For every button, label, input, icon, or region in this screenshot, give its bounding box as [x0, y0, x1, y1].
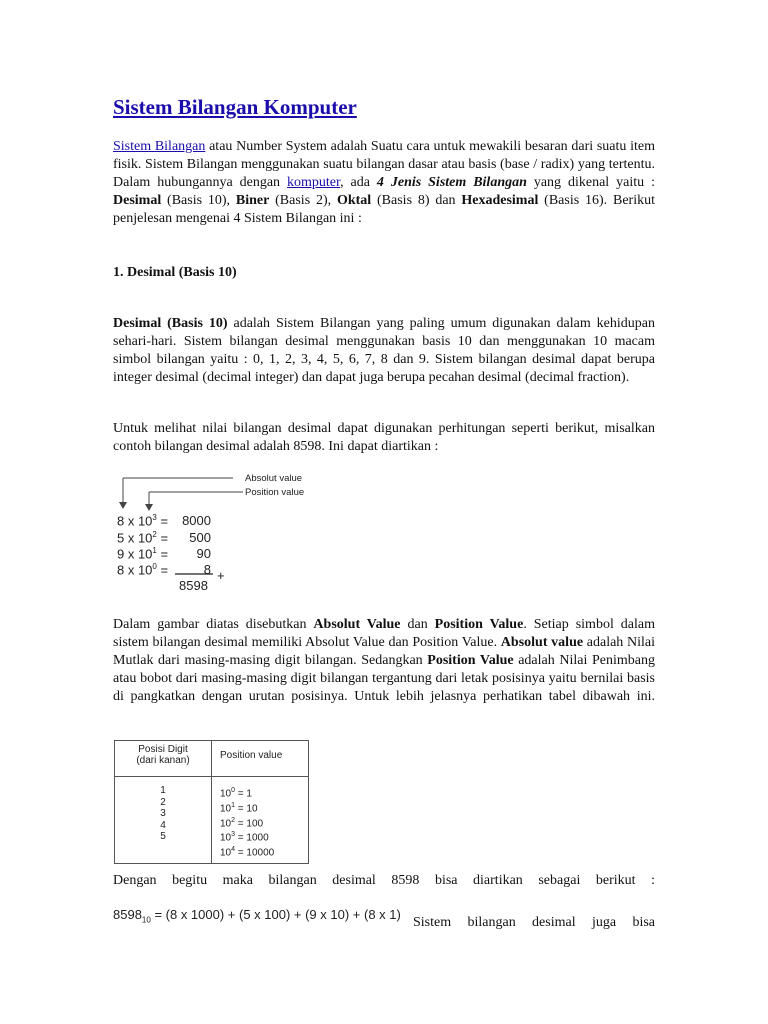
table-row: $10^2 = 100$ — [220, 816, 264, 829]
table-row: 4 — [160, 819, 166, 831]
absolut-position-paragraph: Dalam gambar diatas disebutkan Absolut Value dan Position Value. Setiap simbol dalam sistem bilangan desimal memiliki Absolut Value dan Position Value. Absolut value adalah Nilai Mutlak dari masing-masing digit bilangan. Sedangkan Position Value adalah Nilai Penimbang atau bobot dari masing-masing digit bilangan tergantung dari letak posisinya yaitu bernilai basis di pangkatkan dengan urutan posisinya. Untuk lebih jelasnya perhatikan tabel dibawah ini. — [113, 617, 655, 704]
title-link[interactable]: Sistem Bilangan Komputer — [113, 95, 357, 119]
figure-row: 5 x $10^2$ = — [117, 530, 169, 546]
figure-row: 8 x $10^3$ = — [117, 513, 169, 529]
figure-row-value: 8 — [203, 562, 211, 577]
table-row: $10^3 = 1000$ — [220, 831, 269, 844]
table-positions — [115, 777, 212, 864]
figure-row-value: 8000 — [182, 513, 211, 528]
position-value-table — [114, 740, 309, 864]
table-row: $10^4 = 10000$ — [220, 846, 275, 859]
figure-row: 9 x $10^1$ = — [117, 546, 169, 562]
intro-paragraph: Sistem Bilangan atau Number System adalah Suatu cara untuk mewakili besaran dari suatu item fisik. Sistem Bilangan menggunakan suatu bilangan dasar atau basis (base / radix) yang tertentu. Dalam hubungannya dengan komputer, ada 4 Jenis Sistem Bilangan yang dikenal yaitu : Desimal (Basis 10), Biner (Basis 2), Oktal (Basis 8) dan Hexadesimal (Basis 16). Berikut penjelesan mengenai 4 Sistem Bilangan ini : — [113, 139, 655, 226]
equation-line — [113, 906, 655, 930]
section-heading-desimal: 1. Desimal (Basis 10) — [113, 265, 237, 280]
desimal-paragraph: Desimal (Basis 10) adalah Sistem Bilangan yang paling umum digunakan dalam kehidupan sehari-hari. Sistem bilangan desimal menggunakan basis 10 dan menggunakan 10 macam simbol bilangan yaitu : 0, 1, 2, 3, 4, 5, 6, 7, 8 dan 9. Sistem bilangan desimal dapat berupa integer desimal (decimal integer) dan dapat juga berupa pecahan desimal (decimal fraction). — [113, 316, 655, 385]
continuation-text: Sistem bilangan desimal juga bisa — [413, 915, 655, 930]
figure-plus: + — [217, 568, 225, 583]
table-values — [212, 777, 309, 864]
sistem-bilangan-link[interactable]: Sistem Bilangan — [113, 139, 206, 154]
figure-absolute-position-value — [113, 468, 313, 598]
figure-row-value: 90 — [196, 546, 211, 561]
conclusion-paragraph: Dengan begitu maka bilangan desimal 8598 bisa diartikan sebagai berikut : — [113, 873, 655, 888]
table-row: 5 — [160, 831, 166, 842]
table-row: 3 — [160, 808, 166, 819]
figure-total: 8598 — [179, 578, 208, 593]
table-row: 1 — [160, 785, 166, 796]
table-row: $10^1 = 10$ — [220, 801, 258, 815]
table-header-position-value: Position value — [212, 741, 309, 777]
absolut-value-label: Absolut value — [245, 473, 303, 484]
position-value-label: Position value — [245, 487, 305, 498]
table-header-posisi: Posisi Digit (dari kanan) — [115, 741, 212, 777]
position-value-table-wrap — [114, 740, 309, 864]
table-row: $10^0 = 1$ — [220, 787, 252, 800]
equation-image: $8598_{10} = (8$ x 1000) + (5 x 100) + (9 x 10) + (8 x 1) — [113, 907, 401, 925]
table-row: 2 — [160, 796, 166, 808]
figure-row: 8 x $10^0$ = — [117, 562, 169, 578]
example-paragraph: Untuk melihat nilai bilangan desimal dapat digunakan perhitungan seperti berikut, misalkan contoh bilangan desimal adalah 8598. Ini dapat diartikan : — [113, 421, 655, 454]
figure-row-value: 500 — [189, 530, 211, 545]
komputer-link[interactable]: komputer — [287, 175, 341, 190]
page-title — [113, 93, 357, 121]
